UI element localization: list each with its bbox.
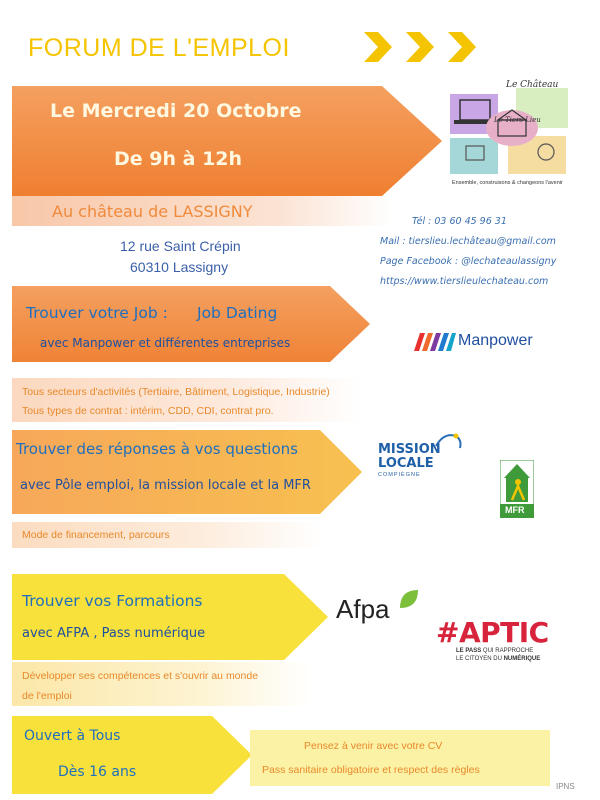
aptic-sub-1b: QUI RAPPROCHE — [482, 648, 534, 654]
mission-locale-line1: MISSION — [378, 442, 441, 457]
aptic-sub-2a: LE CITOYEN DU — [456, 656, 502, 662]
mission-locale-logo — [378, 430, 468, 482]
chevron-right-icon — [362, 30, 394, 64]
questions-subtitle: avec Pôle emploi, la mission locale et la MFR — [20, 478, 311, 493]
job-note-contracts: Tous types de contrat : intérim, CDD, CDI, contrat pro. — [22, 405, 274, 417]
formations-banner — [12, 574, 328, 660]
afpa-logo — [336, 588, 426, 628]
open-line1: Ouvert à Tous — [24, 728, 121, 744]
open-banner — [12, 716, 252, 794]
manpower-logo-text: Manpower — [458, 332, 533, 349]
aptic-sub-1a: LE PASS — [456, 648, 482, 654]
aptic-sub-2b: NUMÉRIQUE — [503, 656, 541, 662]
questions-banner — [12, 430, 362, 514]
venue-street: 12 rue Saint Crépin — [120, 238, 241, 254]
mfr-logo-text: MFR — [505, 505, 525, 515]
aptic-logo-text: #APTIC — [436, 616, 549, 649]
afpa-logo-text: Afpa — [336, 594, 390, 624]
venue-name: Au château de LASSIGNY — [52, 202, 253, 221]
formations-note-2: de l'emploi — [22, 690, 72, 702]
contact-website[interactable]: https://www.tierslieulechateau.com — [380, 276, 549, 287]
chateau-logo — [446, 80, 574, 192]
questions-heading: Trouver des réponses à vos questions — [16, 440, 298, 458]
chateau-logo-title: Le Château — [506, 80, 559, 90]
reminder-pass: Pass sanitaire obligatoire et respect des règles — [262, 764, 480, 776]
event-hours: De 9h à 12h — [114, 148, 243, 170]
event-date: Le Mercredi 20 Octobre — [50, 100, 302, 122]
job-dating-label: Job Dating — [197, 304, 278, 322]
mission-locale-line2: LOCALE — [378, 456, 434, 471]
chevron-right-icon — [404, 30, 436, 64]
leaf-icon — [398, 588, 420, 610]
formations-subtitle: avec AFPA , Pass numérique — [22, 626, 206, 641]
questions-note: Mode de financement, parcours — [22, 529, 170, 541]
chateau-logo-subtitle: Le Tiers Lieu — [494, 116, 541, 124]
aptic-logo — [436, 616, 556, 664]
job-note-sectors: Tous secteurs d'activités (Tertiaire, Bâtiment, Logistique, Industrie) — [22, 386, 330, 398]
job-banner — [12, 286, 370, 362]
reminder-box — [250, 730, 550, 786]
contact-mail[interactable]: Mail : tierslieu.lechâteau@gmail.com — [380, 236, 556, 247]
chateau-logo-tagline: Ensemble, construisons & changeons l'avenir — [452, 180, 563, 186]
footer-ipns: IPNS — [556, 782, 575, 791]
job-heading: Trouver votre Job : — [26, 304, 168, 322]
contact-tel: Tél : 03 60 45 96 31 — [412, 216, 507, 227]
manpower-logo — [412, 330, 552, 354]
date-banner — [12, 86, 442, 196]
venue-city: 60310 Lassigny — [130, 259, 229, 275]
mfr-logo — [500, 460, 534, 518]
formations-heading: Trouver vos Formations — [22, 592, 203, 610]
formations-note-1: Développer ses compétences et s'ouvrir au monde — [22, 670, 259, 682]
open-line2: Dès 16 ans — [58, 764, 137, 780]
reminder-cv: Pensez à venir avec votre CV — [304, 740, 443, 752]
job-subtitle: avec Manpower et différentes entreprises — [40, 336, 291, 350]
chevron-right-icon — [446, 30, 478, 64]
page-title: FORUM DE L'EMPLOI — [28, 34, 290, 62]
contact-facebook[interactable]: Page Facebook : @lechateaulassigny — [380, 256, 557, 267]
mission-locale-line3: COMPIÈGNE — [378, 472, 421, 478]
